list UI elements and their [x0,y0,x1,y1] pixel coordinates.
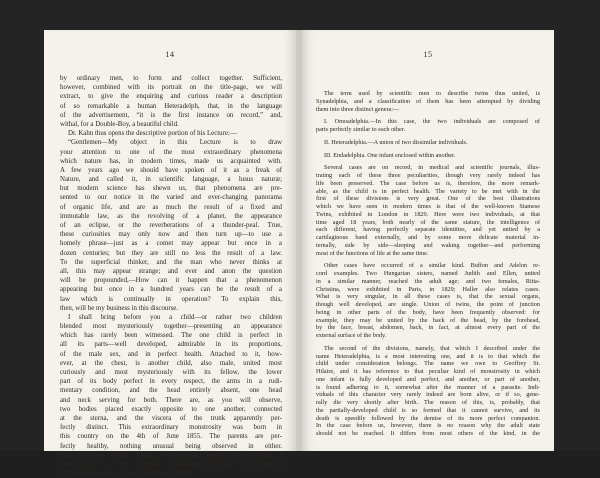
text-line: mentary condition, and the head entirely absent, one head [60,387,282,395]
text-line: homely phrase—just as a comet may appear but once in a [60,240,282,248]
text-line: external surface of the body. [316,332,387,339]
text-line: fectly healthy, nothing unusual being observed in either. [60,442,282,450]
text-line: having an objection to their's being made public. [60,470,195,478]
text-line: and neck serving for both. There are, as you will observe, [60,396,282,404]
text-line: at the sterna, and the viscera of the trunk apparently per- [60,414,282,422]
text-line: though well developed, are single. Union of twins, the point of junction [316,301,540,308]
text-line: Hilaire, and it has reference to that peculiar kind of monstrosity in which [316,368,540,375]
text-line: time aged 18 years, both nearly of the same stature, the intelligence of [316,218,540,226]
text-line: life been preserved. The case before us is, therefore, the more remark- [316,179,540,187]
text-line: appearing but once in a hundred years can be the result of a [60,286,282,294]
text-line: of an eclipse, or the reverberations of a thunder-peal. True, [60,222,282,229]
text-line: viduals of this character very rarely indeed are born alive, or if so, gene- [316,391,540,399]
text-line: by ordinary men, to form and collect together. Sufficient, [60,75,282,82]
text-line: cord examples. Two Hungarian sisters, named Judith and Ellen, united [316,270,540,277]
text-line: II. Heteradelphia.—A union of two dissimilar individuals. [324,138,468,146]
text-line: This is their ninth child, all the rest being quite normal. I [60,451,282,459]
text-line: Several cases are on record, in medical and scientific journals, illus- [324,164,540,172]
text-line: cartilaginous band externally, and by some more delicate material in- [316,234,540,241]
text-line: must beg to be excused mentioning names, the parents [60,460,282,468]
text-line: name Heteradelphia, is a most interesting one, and it is to that which the [316,352,540,360]
text-line: the partially-developed child is so formed that it cannot survive, and its [316,406,540,414]
text-line: your attention to one of the most extraordinary phenomena [60,148,282,156]
text-line: first of these divisions is very great. One of the best illustrations [316,195,540,203]
text-line: however, combined with its portrait on the title-page, we will [60,84,282,92]
text-line: Dr. Kahn thus opens the descriptive portion of his Lecture:— [68,130,237,138]
text-line: should not be reached. It differs from most others of the kind, in the [316,430,540,437]
text-line: which has rarely been witnessed. The one child is perfect in [60,332,282,340]
right-page [302,30,554,451]
text-line: this country on the 4th of June 1855. The parents are per- [60,433,282,441]
text-line: all its parts—well developed, admirable in its proportions, [60,341,282,349]
text-line: child under consideration belongs. The name we owe to Geoffrey St. [316,360,540,368]
text-line: sented to our notice in the varied and ever-changing panorama [60,194,282,202]
text-line: which we have seen in modern times is that of the well-known Siamese [316,203,540,210]
text-line: able, as the child is in perfect health. The variety to be met with in the [316,187,540,195]
text-line: fectly distinct. This extraordinary monstrosity was born in [60,424,282,432]
text-line: then, will be my business in this discourse. [60,304,179,312]
text-line: ever, at the chest, is another child, also male, united most [60,359,282,367]
text-line: To the superficial thinker, and the man who never thinks at [60,258,282,266]
text-line: which nature has, in modern times, made us acquainted with. [60,157,282,165]
text-line: in a similar manner, reached the adult age; and two females, Ritta- [316,277,540,285]
text-line: blended most mysteriously together—presenting an appearance [60,323,282,331]
text-line: them into three distinct genera:— [316,105,400,113]
text-line: I. Omoadelphia.—In this case, the two individuals are composed of [324,118,540,126]
text-line: curiously and most mysteriously with its fellow, the lower [60,369,282,376]
text-line: III. Endadelphia. One infant enclosed within another. [324,151,456,159]
text-line: withal, for a Double-Boy, a beautiful child. [60,120,179,128]
text-line: Nature, and called it, in scientific language, a lusus naturæ; [60,176,282,184]
text-line: dozen centuries; but they are still no less the result of a law. [60,249,282,257]
text-line: law which is continually in operation? To explain this, [60,295,282,303]
text-line: part of its body perfect in every respect, the arms in a rudi- [60,378,282,386]
text-line: Christina, were exhibited in Paris, in 1829; Haller also relates cases. [316,285,540,293]
text-line: parts perfectly similar to each other. [316,126,405,133]
text-line: immutable law, as the revolving of a planet, the appearance [60,212,282,220]
text-line: rally die very shortly after birth. The reason of this, is, probably, that [316,399,540,406]
text-line: being in other parts of the body, have been frequently observed: for [316,308,540,316]
text-line: of organic life, and are as much the result of a fixed and [60,203,282,211]
text-line: What is very singular, in all these cases is, that the sexual organs, [316,293,540,301]
text-line: Other cases have occurred of a similar kind. Buffon and Adelon re- [324,262,540,270]
text-line: two bodies placed exactly opposite to one another, connected [60,405,282,413]
text-line: A few years ago we should have spoken of it as a freak of [60,166,282,174]
left-page [44,30,296,478]
text-line: but modern science has shewn us, that phenomena are pre- [60,185,282,193]
text-line: by the face, breast, abdomen, back, in fact, at almost every part of the [316,324,540,332]
text-line: “Gentlemen—My object in this Lecture is to draw [68,139,282,147]
text-line: The second of the divisions, namely, that which I described under the [324,344,540,352]
page-number-left: 14 [165,50,175,59]
text-line: each different, having perfectly separate identities, and yet united by a [316,226,540,234]
text-line: extract, to give the enquiring and curious reader a description [60,93,282,101]
text-line: In the case before us, however, there is no reason why the adult state [316,422,540,430]
text-line: is found adhering to it, somewhat after the manner of a parasite. Indi- [316,383,540,391]
page-number-right: 15 [423,50,433,59]
text-line: most of the functions of life at the same time. [316,249,429,257]
text-line: these curiosities may only now and then turn up—to use a [60,231,282,239]
text-line: of so remarkable a human Heteradelph, that, in the language [60,102,282,110]
text-line: example, they may be united by the back of the head, by the forehead, [316,316,540,324]
text-line: of the advertisement, “it is the first instance on record,” and, [60,111,282,119]
text-line: death is speedily followed by the demise of its more perfect companion. [316,414,540,422]
text-line: Synadelphia, and a classification of them has been attempted by dividing [316,97,540,105]
left-page-text [60,74,282,478]
right-page-text [316,90,540,438]
text-line: Twins, exhibited in London in 1829. Here were two individuals, at that [316,210,540,218]
text-line: of the male sex, and in perfect health. Attached to it, how- [60,350,282,358]
text-line: ternally, side by side—sleeping and waking together—and performing [316,241,540,249]
text-line: will be propounded,—How can it happen that a phenomenon [60,277,282,285]
text-line: The term used by scientific men to describe twins thus united, is [324,90,540,97]
text-line: trating each of these three peculiarities, though very rarely indeed has [316,172,540,179]
text-line: all, this may appear strange; and ever and anon the question [60,267,282,275]
text-line: I shall bring before you a child—or rather two children [68,313,282,321]
text-line: one infant is fully developed and perfect, and another, or part of another, [316,375,540,383]
